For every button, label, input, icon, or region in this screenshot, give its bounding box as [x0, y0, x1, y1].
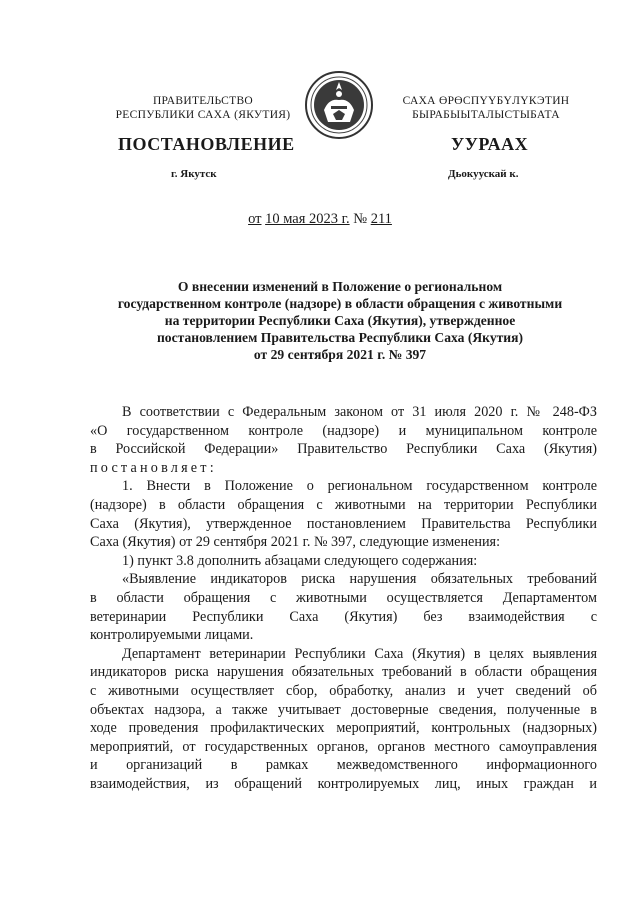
body-line: в области обращения с животными осуществляется Департаментом — [90, 589, 597, 606]
body-line: в Российской Федерации» Правительство Республики Саха (Якутия) — [90, 441, 597, 458]
document-body — [90, 403, 597, 793]
document-number: 211 — [370, 211, 392, 227]
date-number-line — [0, 211, 640, 228]
title-line: от 29 сентября 2021 г. № 397 — [253, 347, 427, 362]
title-line: государственном контроле (надзоре) в области обращения с животными — [117, 296, 563, 311]
government-name-ru-line-1: ПРАВИТЕЛЬСТВО — [152, 95, 254, 107]
coat-of-arms-icon — [304, 70, 374, 140]
document-type-sah: УУРААХ — [451, 134, 529, 154]
title-line: на территории Республики Саха (Якутия), утвержденное — [164, 313, 516, 328]
body-line: взаимодействия, из обращений контролируемых лиц, иных граждан и — [90, 775, 597, 792]
title-line: О внесении изменений в Положение о региональном — [177, 279, 503, 294]
date-prefix: от — [248, 211, 262, 227]
body-line: Департамент ветеринарии Республики Саха (Якутия) в целях выявления — [122, 645, 597, 662]
body-line: постановляет: — [90, 459, 217, 476]
body-line: В соответствии с Федеральным законом от 31 июля 2020 г. № 248-ФЗ — [122, 404, 597, 420]
government-name-ru-line-2: РЕСПУБЛИКИ САХА (ЯКУТИЯ) — [115, 109, 291, 121]
government-name-sah — [380, 94, 592, 122]
government-name-sah-line-1: САХА ӨРӨСПҮҮБҮЛҮКЭТИН — [402, 95, 570, 107]
city-ru: г. Якутск — [171, 168, 217, 180]
body-line: 1) пункт 3.8 дополнить абзацами следующего содержания: — [122, 552, 478, 569]
number-sign: № — [353, 211, 368, 227]
body-line: 1. Внести в Положение о региональном государственном контроле — [122, 478, 597, 495]
city-sah: Дьокуускай к. — [448, 168, 519, 180]
body-line: «О государственном контроле (надзоре) и муниципальном контроле — [90, 422, 597, 439]
document-title — [70, 278, 610, 363]
body-line: и организаций в рамках межведомственного информационного — [90, 757, 597, 774]
body-line: объектах надзора, а также учитывает достоверные сведения, полученные в — [90, 701, 597, 718]
document-date: 10 мая 2023 г. — [265, 211, 350, 227]
body-line: с животными осуществляет сбор, обработку, анализ и учет сведений об — [90, 682, 597, 699]
body-line: (надзоре) в области обращения с животными на территории Республики — [90, 496, 597, 513]
government-name-ru — [108, 94, 298, 122]
body-line: «Выявление индикаторов риска нарушения обязательных требований — [122, 571, 597, 588]
body-line: ветеринарии Республики Саха (Якутия) без взаимодействия с — [90, 608, 597, 625]
body-line: Саха (Якутия) от 29 сентября 2021 г. № 397, следующие изменения: — [90, 534, 501, 551]
body-line: ходе проведения профилактических мероприятий, контрольных (надзорных) — [90, 720, 597, 737]
government-name-sah-line-2: БЫРАБЫЫТАЛЫСТЫБАТА — [412, 109, 560, 121]
body-line: контролируемыми лицами. — [90, 627, 254, 644]
body-line: индикаторов риска нарушения обязательных требований в области обращения — [90, 664, 597, 681]
body-line: мероприятий, от государственных органов, органов местного самоуправления — [90, 738, 597, 755]
body-line: Саха (Якутия), утвержденное постановлением Правительства Республики — [90, 515, 597, 532]
title-line: постановлением Правительства Республики Саха (Якутия) — [156, 330, 524, 345]
document-type-ru: ПОСТАНОВЛЕНИЕ — [118, 134, 295, 154]
